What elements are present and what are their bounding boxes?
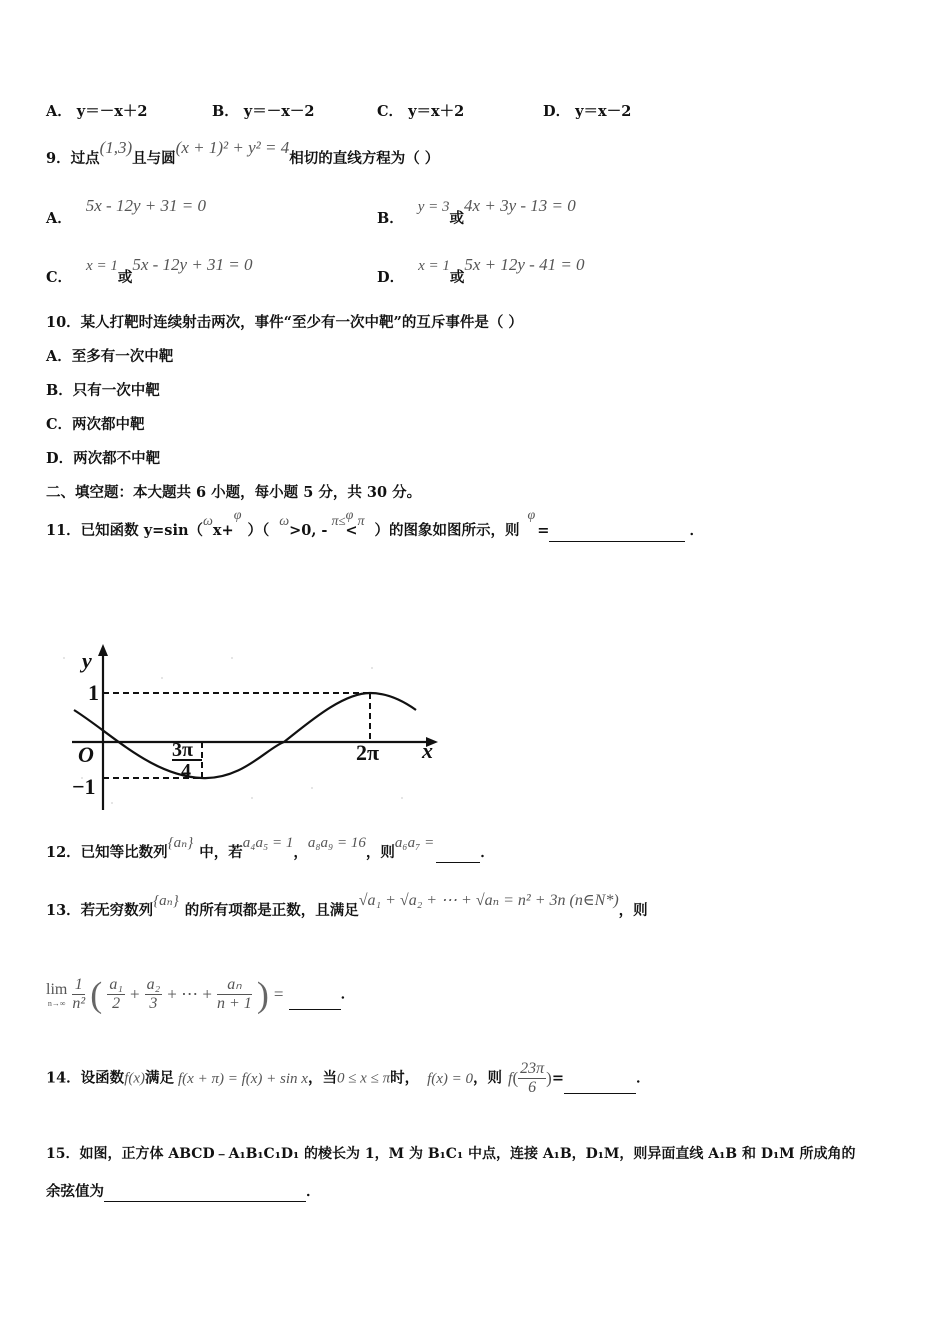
- q14-f: f: [508, 1069, 513, 1087]
- q14-end: ．: [636, 1069, 651, 1087]
- q10-option-a: A．至多有一次中靶: [46, 348, 174, 365]
- x-tick-3pi-4-den: 4: [181, 760, 191, 782]
- q13-frac-1-den: n²: [72, 995, 86, 1012]
- q10-option-c: C．两次都中靶: [46, 416, 145, 433]
- q13-frac-a1-den: 2: [112, 995, 121, 1012]
- q9-b-or: 或: [449, 210, 465, 227]
- q9-point: (1,3): [99, 138, 133, 157]
- q13-frac-a2-den: 3: [149, 995, 158, 1012]
- q14-answer-blank[interactable]: [564, 1077, 636, 1094]
- q13-p1: 13．若无穷数列: [46, 902, 154, 919]
- q15-end: ．: [306, 1183, 321, 1200]
- q13-p2: 的所有项都是正数，且满足: [184, 902, 359, 919]
- q12-answer-blank[interactable]: [436, 846, 480, 863]
- q9-d-label: D．: [377, 269, 405, 286]
- q13-sum: √a₁ + √a₂ + ⋯ + √aₙ = n² + 3n (n∈N*): [358, 892, 619, 909]
- q13-paren-left: (: [90, 974, 103, 1015]
- q13-frac-a2-num: a₂: [146, 976, 161, 993]
- q9-option-b: [377, 196, 576, 227]
- q13-end: ．: [340, 985, 356, 1003]
- y-axis-arrow: [98, 644, 108, 656]
- q11-answer-blank[interactable]: [549, 525, 685, 542]
- q9-d-math2: 5x + 12y - 41 = 0: [464, 255, 585, 274]
- q13-frac-a1: [107, 976, 125, 1013]
- q13-lim: [46, 981, 67, 1009]
- section-2-heading: 二、填空题：本大题共 6 小题，每小题 5 分，共 30 分。: [46, 484, 422, 501]
- q13-frac-an-den: n + 1: [216, 995, 252, 1012]
- q9-a-label: A．: [46, 210, 72, 227]
- sine-curve: [74, 693, 416, 778]
- q14-p3: ，当: [307, 1069, 337, 1087]
- q11-phi-2: φ: [345, 508, 354, 523]
- q14-val: f(x) = 0: [427, 1070, 474, 1087]
- q11-omega: ω: [203, 514, 213, 529]
- q13-stem: [46, 892, 648, 921]
- q9-mid: 且与圆: [132, 150, 176, 167]
- q13-p3: ，则: [618, 902, 648, 919]
- q13-frac-a2: [145, 976, 163, 1013]
- q11-p2: x+: [212, 522, 234, 539]
- q11-p1: 11．已知函数 y=sin（: [46, 522, 204, 539]
- q11-p5: <: [345, 522, 358, 539]
- q11-pi-2: π: [357, 514, 365, 529]
- q13-eq: =: [273, 984, 284, 1004]
- q13-lim-word: lim: [46, 980, 68, 998]
- q14-p4: 时，: [390, 1069, 420, 1087]
- q14-frac-den: 6: [528, 1079, 537, 1096]
- q11-p3: ）（: [247, 522, 270, 539]
- q13-lim-sub: n→∞: [47, 998, 66, 1008]
- q9-d-math1: x = 1: [418, 258, 450, 274]
- q9-option-a: [46, 196, 206, 227]
- y-tick-one: 1: [88, 680, 99, 705]
- q11-stem: [46, 508, 704, 542]
- q9-a-math: 5x - 12y + 31 = 0: [85, 196, 206, 215]
- q12-m2: a₈a₉ = 16: [307, 835, 366, 851]
- q12-seq: {aₙ}: [167, 835, 194, 851]
- q13-answer-blank[interactable]: [289, 993, 341, 1010]
- q15-answer-blank[interactable]: [104, 1185, 306, 1202]
- q13-frac-an-num: aₙ: [217, 976, 252, 995]
- q13-plus: +: [129, 984, 140, 1004]
- q11-p4: >0, -: [289, 522, 328, 539]
- q11-end: ．: [689, 522, 704, 539]
- q9-tail: 相切的直线方程为（ ）: [289, 150, 440, 167]
- q8-option-c: C． y＝x＋2: [377, 103, 465, 120]
- q13-limit-expression: [46, 976, 355, 1028]
- q12-end: ．: [480, 844, 495, 861]
- q12-comma: ，: [293, 844, 308, 861]
- q13-frac-1-n2: [72, 976, 85, 1013]
- q9-num: 9．过点: [46, 150, 100, 167]
- q11-phi: φ: [233, 508, 242, 523]
- q11-phi-3: φ: [527, 508, 536, 523]
- q12-m1: a₄a₅ = 1: [242, 835, 294, 851]
- q9-c-or: 或: [117, 269, 133, 286]
- graph-background-speckle: [63, 657, 403, 804]
- q9-b-math1: y = 3: [417, 199, 450, 215]
- q8-option-d: D． y＝x－2: [543, 103, 632, 120]
- q9-b-math2: 4x + 3y - 13 = 0: [464, 196, 576, 215]
- q14-paren-left: (: [512, 1068, 519, 1088]
- q13-frac-an: [217, 976, 252, 1013]
- y-axis-label: y: [82, 648, 92, 673]
- q9-option-d: [377, 255, 585, 286]
- q15-line2-text: 余弦值为: [46, 1183, 104, 1200]
- origin-label: O: [78, 742, 94, 767]
- q14-stem: [46, 1060, 651, 1110]
- q14-fx: f(x): [124, 1070, 146, 1087]
- q13-seq: {aₙ}: [153, 893, 179, 909]
- q14-p6: =: [551, 1069, 564, 1087]
- q11-p7: =: [537, 522, 550, 539]
- q12-p1: 12．已知等比数列: [46, 844, 168, 861]
- q12-p2: 中，若: [199, 844, 243, 861]
- q10-stem: 10．某人打靶时连续射击两次，事件“至少有一次中靶”的互斥事件是（ ）: [46, 314, 523, 331]
- q10-option-b: B．只有一次中靶: [46, 382, 160, 399]
- q9-c-label: C．: [46, 269, 73, 286]
- y-tick-neg-one: −1: [72, 774, 96, 799]
- q14-p2: 满足: [145, 1069, 175, 1087]
- q14-range: 0 ≤ x ≤ π: [336, 1070, 391, 1087]
- q8-option-b: B． y＝－x－2: [212, 103, 315, 120]
- q12-stem: [46, 835, 495, 863]
- q9-b-label: B．: [377, 210, 404, 227]
- q11-le: ≤: [338, 513, 346, 528]
- x-tick-3pi-4-num: 3π: [172, 739, 193, 761]
- q8-option-a: A． y＝－x＋2: [46, 103, 148, 120]
- q10-option-d: D．两次都不中靶: [46, 450, 161, 467]
- x-axis-label: x: [422, 738, 433, 763]
- q13-frac-a1-num: a₁: [109, 976, 123, 993]
- q11-omega-2: ω: [279, 514, 290, 529]
- q11-pi: π: [331, 514, 339, 529]
- q13-paren-right: ): [256, 974, 269, 1015]
- q14-p5: ，则: [473, 1069, 503, 1087]
- sine-graph: [52, 638, 442, 814]
- q9-circle: (x + 1)² + y² = 4: [175, 138, 290, 157]
- q9-c-math1: x = 1: [86, 258, 118, 274]
- q15-line-2: [46, 1182, 321, 1202]
- q12-p3: ，则: [365, 844, 395, 861]
- q9-c-math2: 5x - 12y + 31 = 0: [132, 255, 253, 274]
- q14-frac-num: 23π: [520, 1060, 545, 1077]
- q9-d-or: 或: [449, 269, 465, 286]
- q14-paren-right: ): [546, 1068, 552, 1088]
- q15-line-1: 15．如图，正方体 ABCD﹣A₁B₁C₁D₁ 的棱长为 1，M 为 B₁C₁ 中点，连接 A₁B，D₁M，则异面直线 A₁B 和 D₁M 所成角的: [46, 1146, 856, 1162]
- q13-dots: + ⋯ +: [167, 984, 212, 1004]
- q12-m3: a₆a₇ =: [394, 835, 435, 851]
- q9-stem: [46, 138, 440, 169]
- q14-p1: 14．设函数: [46, 1069, 125, 1087]
- q14-frac: [518, 1060, 546, 1097]
- q9-option-c: [46, 255, 253, 286]
- q11-p6: ）的图象如图所示，则: [374, 522, 520, 539]
- x-tick-2pi: 2π: [356, 740, 380, 765]
- q13-frac-1-num: 1: [72, 976, 85, 995]
- q14-eq: f(x + π) = f(x) + sin x: [178, 1070, 308, 1087]
